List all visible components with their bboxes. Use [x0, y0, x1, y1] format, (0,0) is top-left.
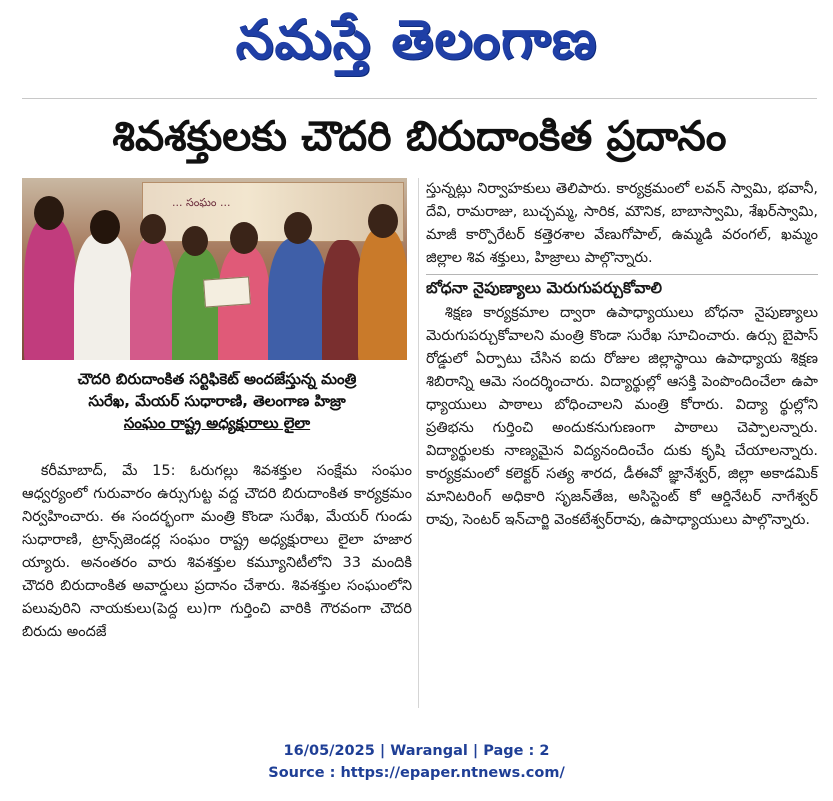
person-head — [230, 222, 258, 254]
person-head — [368, 204, 398, 238]
person-figure — [24, 218, 76, 360]
source-link[interactable]: Source : https://epaper.ntnews.com/ — [268, 765, 565, 781]
column-divider — [418, 178, 419, 708]
page-footer — [0, 740, 833, 784]
certificate — [203, 276, 251, 307]
article-paragraph: శిక్షణ కార్యక్రమాల ద్వారా ఉపాధ్యాయులు బోధనా నైపుణ్యాలు మెరుగుపర్చుకోవాలని మంత్రి కొండా సురేఖ సూచించారు. ఉర్సు బైపాస్ రోడ్డులో ఏర్పాటు చేసిన ఐదు రోజుల జిల్లాస్థాయి ఉపాధ్యాయ శిక్షణ శిబిరాన్ని ఆమె సందర్శించారు. విద్యార్థుల్లో ఆసక్తి పెంపొందించేలా ఉపా ధ్యాయులు పాఠాలు బోధించాలని మంత్రి కోరారు. విద్యా ర్థుల్లోని ప్రతిభను గుర్తించి అందుకనుగుణంగా పాఠాలు చెప్పాలన్నారు. విద్యార్థులకు నాణ్యమైన విద్యనందించేం దుకు కృషి చేయాలన్నారు. కార్యక్రమంలో కలెక్టర్ సత్య శారద, డీఈవో జ్ఞానేశ్వర్, జిల్లా అకాడమిక్ మానిటరింగ్ అధికారి సృజన్‌తేజ, అసిస్టెంట్ కో ఆర్డినేటర్ నాగేశ్వర్ రావు, సెంటర్ ఇన్‌చార్జి వెంకటేశ్వర్‌రావు, ఉపాధ్యాయులు పాల్గొన్నారు. — [426, 305, 818, 528]
stage-banner — [142, 182, 404, 242]
person-head — [284, 212, 312, 244]
person-figure — [130, 238, 176, 360]
caption-line: సురేఖ, మేయర్ సుధారాణి, తెలంగాణ హిజ్రా — [88, 392, 346, 410]
photo-caption — [22, 368, 412, 434]
article-subheading: బోధనా నైపుణ్యాలు మెరుగుపర్చుకోవాలి — [426, 274, 818, 300]
newspaper-logo: నమస్తే తెలంగాణ — [235, 7, 598, 71]
person-head — [140, 214, 166, 244]
article-left-column — [22, 460, 412, 644]
article-headline: శివశక్తులకు చౌదరి బిరుదాంకిత ప్రదానం — [112, 112, 727, 160]
article-paragraph: స్తున్నట్లు నిర్వాహకులు తెలిపారు. కార్యక్రమంలో లవన్ స్వామి, భవానీ, దేవి, రామరాజు, బుచ్చమ్మ, సారిక, మౌనిక, బాబాస్వామి, శేఖర్‌స్వామి, మాజీ కార్పొరేటర్ కత్తెరశాల వేణుగోపాల్, ఉమ్మడి వరంగల్, ఖమ్మం జిల్లాల శివ శక్తులు, హిజ్రాలు పాల్గొన్నారు. — [426, 181, 818, 266]
person-figure — [268, 238, 328, 360]
caption-line: చౌదరి బిరుదాంకిత సర్టిఫికెట్ అందజేస్తున్న మంత్రి — [77, 370, 357, 388]
edition-info: 16/05/2025 | Warangal | Page : 2 — [283, 743, 550, 759]
banner-text: ... సంఘం ... — [172, 196, 231, 209]
person-head — [34, 196, 64, 230]
caption-line: సంఘం రాష్ట్ర అధ్యక్షురాలు లైలా — [123, 414, 311, 432]
article-paragraph: కరీమాబాద్, మే 15: ఓరుగల్లు శివశక్తుల సంక్షేమ సంఘం ఆధ్వర్యంలో గురువారం ఉర్సుగుట్ట వద్ద చౌదరి బిరుదాంకిత కార్యక్రమం నిర్వహించారు. ఈ సందర్భంగా మంత్రి కొండా సురేఖ, మేయర్ గుండు సుధారాణి, ట్రాన్స్‌జెండర్ల సంఘం రాష్ట్ర అధ్యక్షురాలు లైలా హజార య్యారు. అనంతరం వారు శివశక్తుల కమ్యూనిటీలోని 33 మందికి చౌదరి బిరుదాంకిత అవార్డులు ప్రదానం చేశారు. శివశక్తుల సంఘంలోని పలువురిని నాయకులు(పెద్ద లు)గా గుర్తించి వారికి గౌరవంగా చౌదరి బిరుదు అందజే — [22, 463, 412, 640]
article-photo — [22, 178, 407, 360]
person-head — [182, 226, 208, 256]
person-head — [90, 210, 120, 244]
divider — [22, 98, 817, 99]
masthead — [0, 0, 833, 80]
article-right-column — [426, 178, 818, 532]
person-figure — [358, 228, 407, 360]
person-figure — [74, 233, 132, 360]
